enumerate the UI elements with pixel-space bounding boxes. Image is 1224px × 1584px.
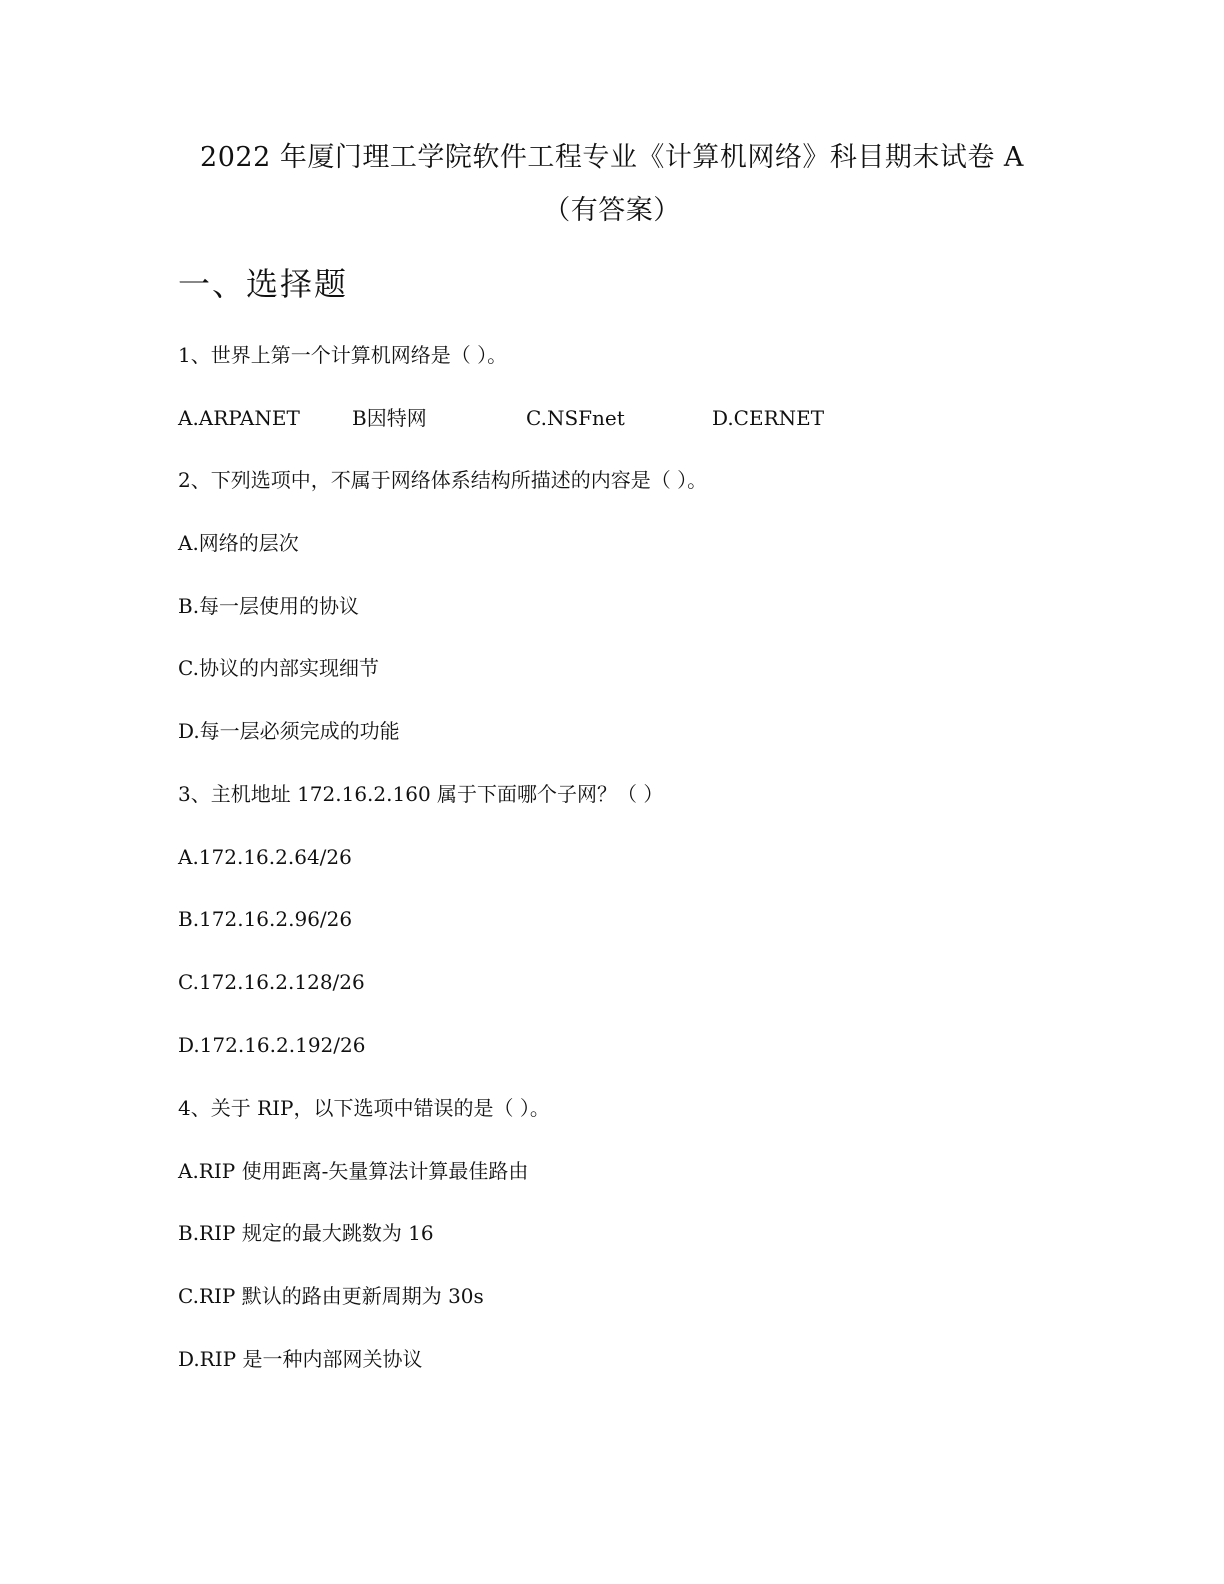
document-title-line-1: 2022 年厦门理工学院软件工程专业《计算机网络》科目期末试卷 A bbox=[200, 142, 1024, 173]
question-2-stem: 2、下列选项中，不属于网络体系结构所描述的内容是（ ）。 bbox=[178, 468, 708, 492]
question-3-option-b: B.172.16.2.96/26 bbox=[178, 907, 353, 931]
question-4-option-c: C.RIP 默认的路由更新周期为 30s bbox=[178, 1284, 484, 1308]
question-1-option-c: C.NSFnet bbox=[526, 406, 625, 430]
question-4-option-d: D.RIP 是一种内部网关协议 bbox=[178, 1347, 423, 1371]
question-4-stem: 4、关于 RIP，以下选项中错误的是（ ）。 bbox=[178, 1096, 550, 1120]
question-3-option-c: C.172.16.2.128/26 bbox=[178, 970, 365, 994]
question-2-option-c: C.协议的内部实现细节 bbox=[178, 656, 379, 680]
question-2-option-d: D.每一层必须完成的功能 bbox=[178, 719, 400, 743]
question-1-option-d: D.CERNET bbox=[712, 406, 825, 430]
document-title-line-2: （有答案） bbox=[543, 195, 681, 226]
question-2-option-b: B.每一层使用的协议 bbox=[178, 594, 360, 618]
question-3-option-d: D.172.16.2.192/26 bbox=[178, 1033, 366, 1057]
question-1-stem: 1、世界上第一个计算机网络是（ ）。 bbox=[178, 343, 508, 367]
question-3-option-a: A.172.16.2.64/26 bbox=[178, 845, 352, 869]
question-1-option-a: A.ARPANET bbox=[178, 406, 300, 430]
question-2-option-a: A.网络的层次 bbox=[178, 531, 299, 555]
question-4-option-a: A.RIP 使用距离-矢量算法计算最佳路由 bbox=[178, 1159, 529, 1183]
question-4-option-b: B.RIP 规定的最大跳数为 16 bbox=[178, 1221, 434, 1245]
question-3-stem: 3、主机地址 172.16.2.160 属于下面哪个子网？（ ） bbox=[178, 782, 664, 806]
question-1-option-b: B因特网 bbox=[352, 406, 427, 430]
section-heading: 一、选择题 bbox=[178, 265, 349, 303]
